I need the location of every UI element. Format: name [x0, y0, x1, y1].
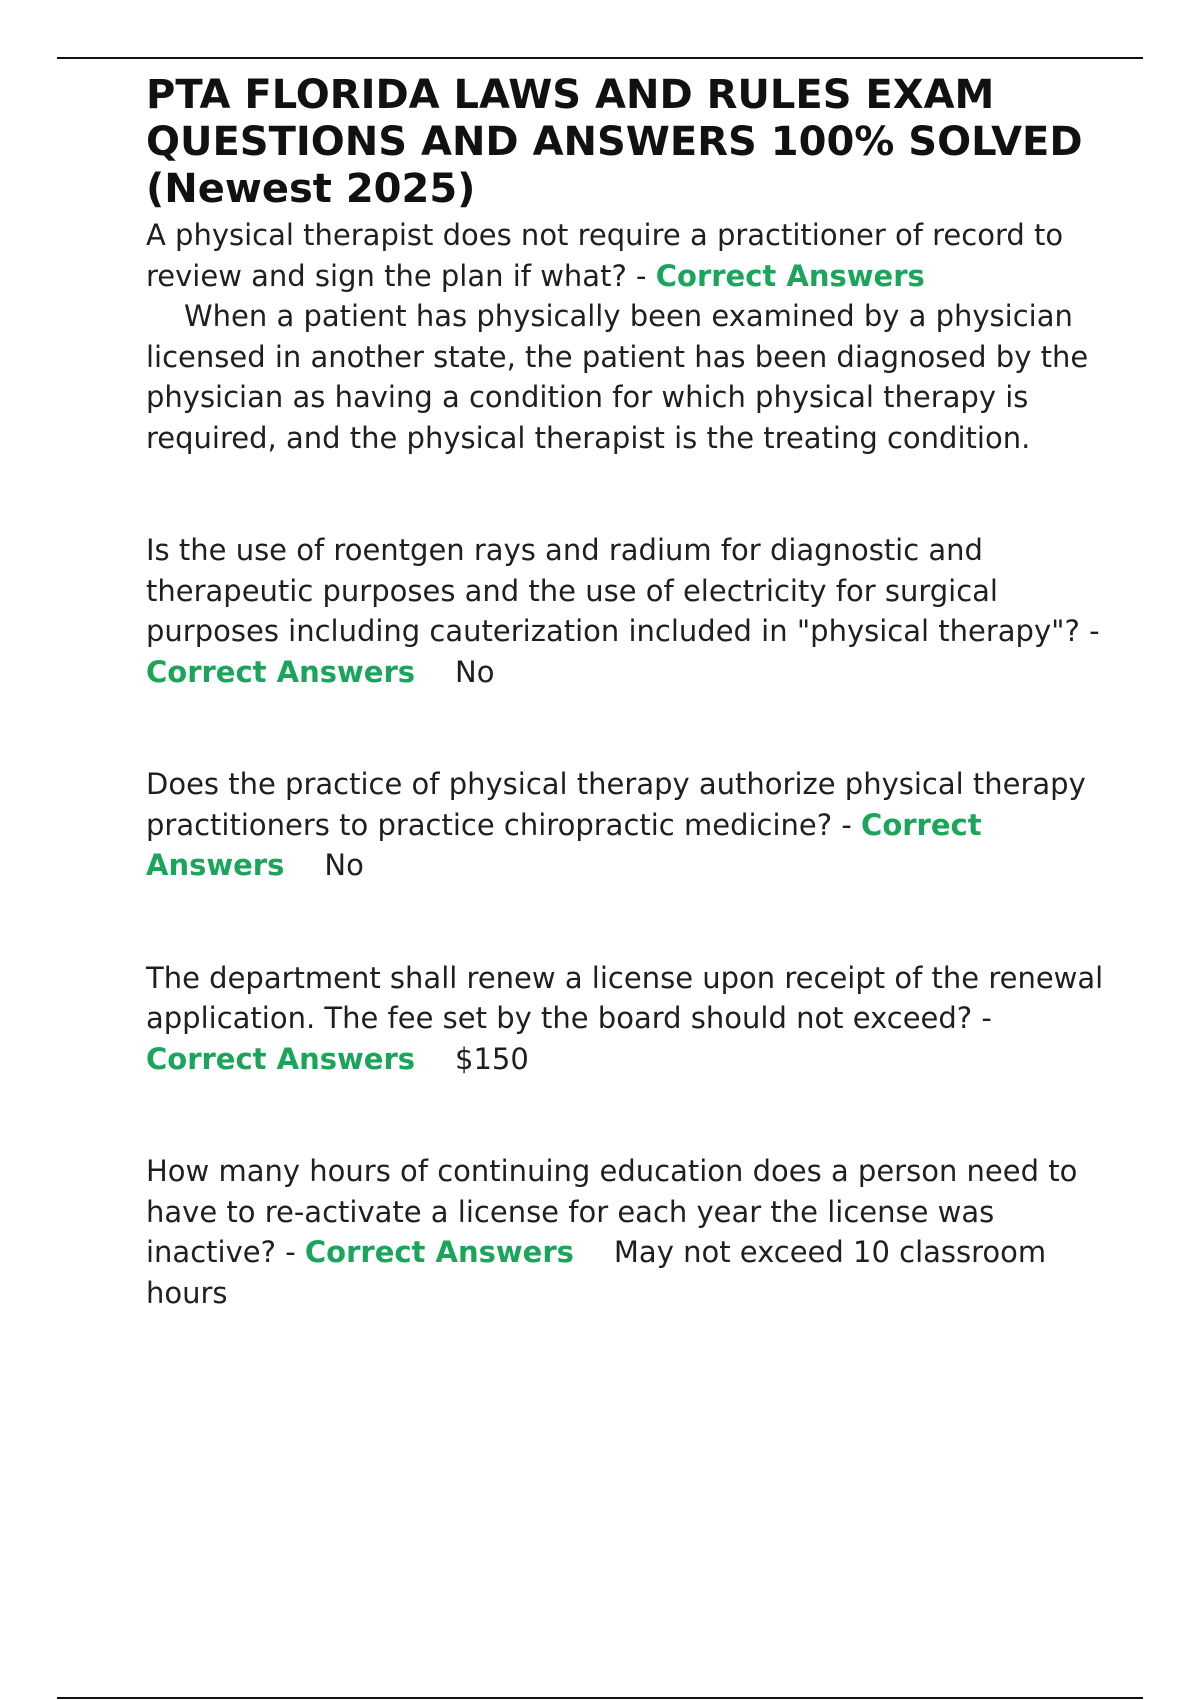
document-title: PTA FLORIDA LAWS AND RULES EXAM QUESTIONS AND ANSWERS 100% SOLVED (Newest 2025)	[146, 72, 1083, 212]
question-text: How many hours of continuing education does a person need to have to re-activate a license for each year the license was inactive? -	[146, 1154, 1078, 1269]
qa-list	[146, 215, 1106, 1313]
question-text: A physical therapist does not require a practitioner of record to review and sign the plan if what? -	[146, 218, 1064, 293]
question-text: Does the practice of physical therapy authorize physical therapy practitioners to practice chiropractic medicine? -	[146, 767, 1086, 842]
qa-item-4	[146, 958, 1106, 1080]
qa-item-5	[146, 1151, 1106, 1313]
question-text: Is the use of roentgen rays and radium for diagnostic and therapeutic purposes and the use of electricity for surgical purposes including cauterization included in "physical therapy"? -	[146, 533, 1100, 648]
question-text: The department shall renew a license upon receipt of the renewal application. The fee set by the board should not exceed? -	[146, 960, 1104, 1035]
correct-answers-label: Correct Answers	[146, 1041, 416, 1076]
answer-text: No	[324, 848, 364, 882]
correct-answers-label: Correct Answers	[304, 1235, 574, 1269]
document-body	[146, 72, 1106, 1313]
answer-text: No	[455, 654, 495, 689]
qa-item-2	[146, 530, 1106, 692]
answer-text: $150	[455, 1041, 529, 1076]
answer-text: When a patient has physically been examined by a physician licensed in another state, the patient has been diagnosed by the physician as having a condition for which physical therapy is required, and the physical therapist is the treating condition.	[146, 299, 1089, 455]
top-rule	[57, 57, 1143, 59]
correct-answers-label: Correct Answers	[146, 654, 416, 689]
bottom-rule	[57, 1697, 1143, 1699]
correct-answers-label: Correct Answers	[655, 258, 925, 293]
answer-text: May not exceed 10 classroom hours	[146, 1235, 1047, 1310]
correct-answers-label: Correct Answers	[146, 807, 982, 882]
qa-item-3	[146, 764, 1106, 886]
qa-item-1	[146, 215, 1106, 458]
